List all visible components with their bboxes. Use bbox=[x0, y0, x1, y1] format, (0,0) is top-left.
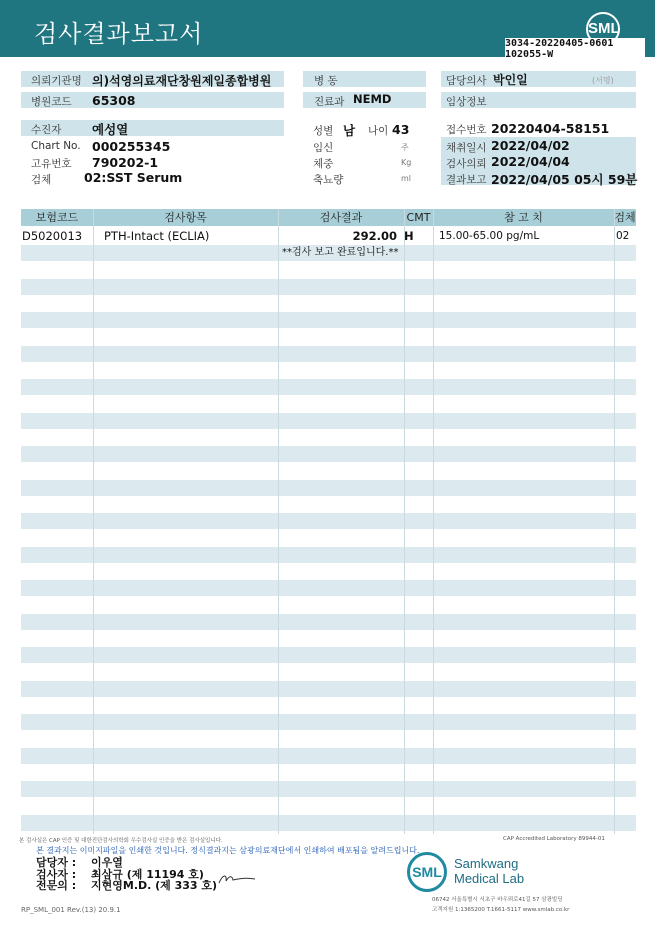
table-row-stripe bbox=[21, 480, 636, 496]
dept-value: NEMD bbox=[353, 92, 392, 106]
table-row-stripe bbox=[21, 413, 636, 429]
doctor-name: 박인일 bbox=[493, 73, 528, 87]
pregnancy-label: 임신 bbox=[313, 142, 334, 154]
specimen-value: 02:SST Serum bbox=[84, 170, 183, 185]
id-label: 고유번호 bbox=[31, 158, 72, 170]
patient-name: 예성열 bbox=[92, 122, 129, 137]
column-divider bbox=[278, 209, 279, 834]
row-reference: 15.00-65.00 pg/mL bbox=[439, 230, 540, 242]
id-number: 790202-1 bbox=[92, 155, 159, 170]
column-divider bbox=[433, 209, 434, 834]
urine-label: 축뇨량 bbox=[313, 174, 344, 186]
test-date-label: 검사의뢰 bbox=[446, 158, 487, 170]
column-header-cmt: CMT bbox=[406, 211, 431, 224]
table-row-stripe bbox=[21, 714, 636, 730]
doctor-sign-note: (서명) bbox=[592, 76, 614, 85]
report-date-label: 결과보고 bbox=[446, 174, 487, 186]
column-header-reference: 참 고 치 bbox=[504, 211, 543, 224]
collect-label: 채취일시 bbox=[446, 142, 487, 154]
receipt-number: 20220404-58151 bbox=[491, 121, 610, 136]
table-row-stripe bbox=[21, 312, 636, 328]
dept-label: 진료과 bbox=[314, 96, 345, 108]
lab-name-line1: Samkwang bbox=[454, 856, 519, 871]
receipt-label: 접수번호 bbox=[446, 124, 487, 136]
report-number-line1: 3034-20220405-0601 bbox=[505, 38, 614, 49]
specialist-name: 지현영M.D. (제 333 호) bbox=[91, 879, 218, 892]
hospital-label: 의뢰기관명 bbox=[31, 75, 82, 87]
table-row-stripe bbox=[21, 346, 636, 362]
patient-label: 수진자 bbox=[31, 124, 62, 136]
lab-name-line2: Medical Lab bbox=[454, 871, 525, 886]
form-code: RP_SML_001 Rev.(13) 20.9.1 bbox=[21, 906, 121, 914]
table-row-stripe bbox=[21, 580, 636, 596]
row-code: D5020013 bbox=[22, 229, 83, 243]
row-result: 292.00 bbox=[352, 229, 397, 243]
column-header-specimen: 검체 bbox=[614, 211, 636, 224]
pregnancy-unit: 주 bbox=[401, 143, 409, 152]
manager-name: 이우열 bbox=[91, 856, 123, 869]
table-row-stripe bbox=[21, 614, 636, 630]
column-header-item: 검사항목 bbox=[164, 211, 207, 224]
signature-icon bbox=[217, 870, 257, 886]
doctor-label: 담당의사 bbox=[446, 75, 487, 87]
table-row-stripe bbox=[21, 781, 636, 797]
urine-unit: ml bbox=[401, 174, 412, 183]
lab-contact: 고객지원 1:1365200 T.1661-5117 www.smlab.co.kr bbox=[432, 907, 570, 913]
table-row-stripe bbox=[21, 446, 636, 462]
examiner-name: 최삼규 (제 11194 호) bbox=[91, 868, 204, 881]
specialist-label: 전문의 : bbox=[36, 879, 77, 892]
hospital-name: 의)석영의료재단창원제일종합병원 bbox=[92, 74, 272, 88]
column-header-result: 검사결과 bbox=[319, 211, 363, 224]
weight-label: 체중 bbox=[313, 158, 334, 170]
report-number bbox=[505, 38, 645, 60]
row-specimen: 02 bbox=[616, 230, 630, 242]
sml-logo-icon: SML bbox=[586, 12, 620, 46]
table-row-stripe bbox=[21, 815, 636, 831]
report-title: 검사결과보고서 bbox=[34, 20, 204, 48]
image-print-note: 본 결과지는 이미지파일을 인쇄한 것입니다. 정식결과지는 삼광의료재단에서 인쇄하여 배포됨을 알려드립니다. bbox=[36, 846, 420, 855]
lab-address: 06742 서울특별시 서초구 바우뫼로41길 57 삼광빌딩 bbox=[432, 897, 563, 903]
sex-label: 성별 bbox=[313, 125, 334, 137]
manager-label: 담당자 : bbox=[36, 856, 77, 869]
clinical-label: 임상정보 bbox=[446, 96, 487, 108]
column-divider bbox=[93, 209, 94, 834]
sex-value: 남 bbox=[343, 123, 356, 138]
sml-lab-logo-icon: SML bbox=[407, 852, 447, 892]
report-date: 2022/04/05 05시 59분 bbox=[491, 172, 638, 187]
certification-note: 본 검사실은 CAP 인증 및 대한진단검사의학회 우수검사실 인증을 받은 검사실입니다. bbox=[19, 838, 223, 844]
table-row-stripe bbox=[21, 681, 636, 697]
column-divider bbox=[614, 209, 615, 834]
table-row-stripe bbox=[21, 748, 636, 764]
table-row-stripe bbox=[21, 513, 636, 529]
test-date: 2022/04/04 bbox=[491, 154, 570, 169]
column-header-code: 보험코드 bbox=[35, 211, 79, 224]
table-row-stripe bbox=[21, 647, 636, 663]
report-number-line2: 102055-W bbox=[505, 49, 554, 60]
specimen-label: 검체 bbox=[31, 174, 52, 186]
age-label: 나이 bbox=[368, 125, 389, 137]
weight-unit: Kg bbox=[401, 158, 412, 167]
hospital-code: 65308 bbox=[92, 93, 136, 108]
row-item: PTH-Intact (ECLIA) bbox=[104, 229, 210, 243]
ward-label: 병 동 bbox=[314, 75, 338, 87]
chart-number: 000255345 bbox=[92, 139, 171, 154]
chart-label: Chart No. bbox=[31, 140, 81, 152]
cap-accreditation: CAP Accredited Laboratory 89944-01 bbox=[503, 836, 605, 842]
table-row-stripe bbox=[21, 279, 636, 295]
collect-date: 2022/04/02 bbox=[491, 138, 570, 153]
age-value: 43 bbox=[392, 122, 410, 137]
column-divider bbox=[404, 209, 405, 834]
hospital-code-label: 병원코드 bbox=[31, 96, 72, 108]
report-complete-note: **검사 보고 완료입니다.** bbox=[282, 247, 399, 258]
row-cmt-flag: H bbox=[404, 229, 414, 243]
examiner-label: 검사자 : bbox=[36, 868, 77, 881]
table-row-stripe bbox=[21, 547, 636, 563]
table-row-stripe bbox=[21, 379, 636, 395]
